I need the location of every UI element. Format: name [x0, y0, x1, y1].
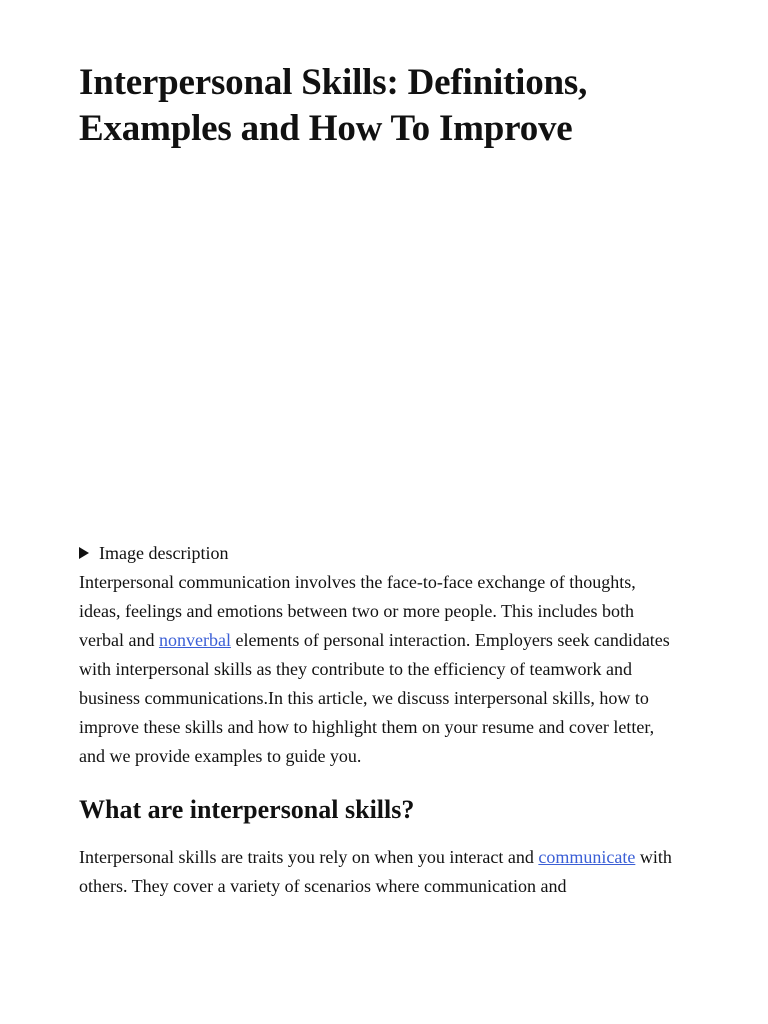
article	[79, 0, 689, 901]
intro-paragraph	[79, 568, 679, 771]
intro-text-1: Interpersonal communication involves the face-to-face exchange of thoughts, ideas, feelings and emotions between two or more people. This includes both verbal and	[79, 572, 636, 650]
image-placeholder	[79, 152, 689, 532]
section-text-1: Interpersonal skills are traits you rely on when you interact and	[79, 847, 539, 867]
section-heading: What are interpersonal skills?	[79, 795, 415, 824]
section-paragraph	[79, 843, 679, 901]
page-title: Interpersonal Skills: Definitions, Examples and How To Improve	[79, 62, 588, 149]
disclosure-triangle-icon	[79, 547, 89, 559]
intro-text-2: elements of personal interaction. Employers seek candidates with interpersonal skills as they contribute to the efficiency of teamwork and business communications.In this article, we discuss interpersonal skills, how to improve these skills and how to highlight them on your resume and cover letter, and we provide examples to guide you.	[79, 630, 670, 766]
nonverbal-link[interactable]: nonverbal	[158, 630, 231, 650]
image-description-label: Image description	[99, 543, 229, 563]
image-description-toggle[interactable]	[79, 542, 689, 564]
communicate-link[interactable]: communicate	[538, 847, 636, 867]
section-text-2: with others. They cover a variety of scenarios where communication and	[79, 847, 672, 896]
